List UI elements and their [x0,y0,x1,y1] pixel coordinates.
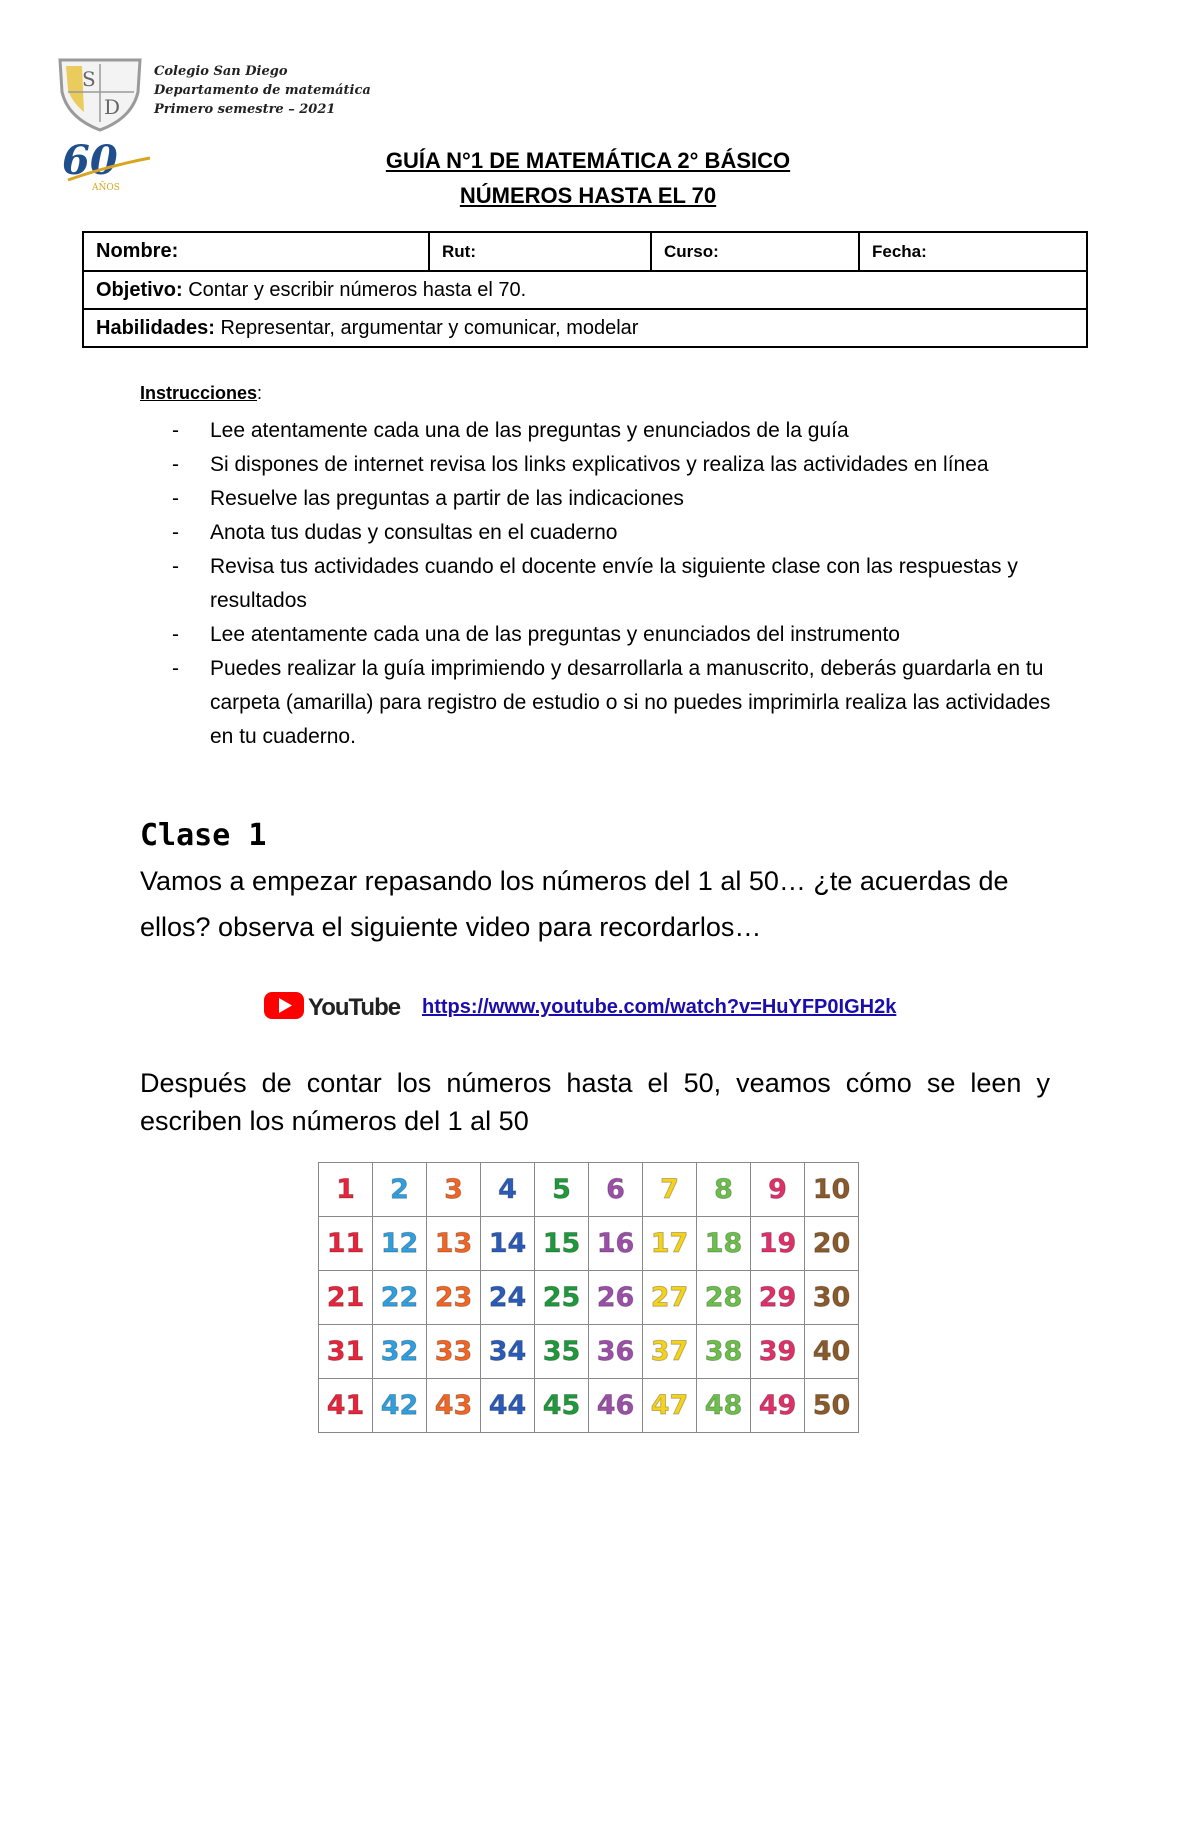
number-cell: 18 [697,1217,751,1271]
number-cell: 49 [751,1379,805,1433]
number-cell: 12 [373,1217,427,1271]
number-cell: 22 [373,1271,427,1325]
number-cell: 10 [805,1163,859,1217]
number-grid-row [319,1163,859,1217]
objetivo-label: Objetivo: [96,278,183,301]
curso-field[interactable] [651,232,859,271]
number-grid-row [319,1271,859,1325]
number-cell: 14 [481,1217,535,1271]
fecha-field[interactable] [859,232,1087,271]
habilidades-label: Habilidades: [96,316,215,339]
number-cell: 16 [589,1217,643,1271]
clase-intro: Vamos a empezar repasando los números del 1 al 50… ¿te acuerdas de ellos? observa el siguiente video para recordarlos… [140,866,1009,942]
clase-heading: Clase 1 [140,818,267,853]
number-grid-row [319,1217,859,1271]
number-cell: 21 [319,1271,373,1325]
number-cell: 27 [643,1271,697,1325]
number-cell: 7 [643,1163,697,1217]
number-cell: 43 [427,1379,481,1433]
number-cell: 45 [535,1379,589,1433]
number-cell: 19 [751,1217,805,1271]
number-cell: 42 [373,1379,427,1433]
number-grid-1-50 [318,1162,859,1433]
number-cell: 37 [643,1325,697,1379]
instructions-list [172,414,1052,754]
number-cell: 47 [643,1379,697,1433]
page-title [0,143,1176,213]
rut-label: Rut: [442,242,476,261]
list-item: - Resuelve las preguntas a partir de las indicaciones [172,482,1052,516]
anniversary-number: 60 [62,137,118,184]
student-info-table [82,231,1088,348]
youtube-wordmark: YouTube [308,994,401,1021]
number-cell: 4 [481,1163,535,1217]
list-item: - Anota tus dudas y consultas en el cuaderno [172,516,1052,550]
number-cell: 24 [481,1271,535,1325]
number-cell: 34 [481,1325,535,1379]
instructions-heading-text: Instrucciones [140,383,258,403]
number-cell: 32 [373,1325,427,1379]
number-cell: 1 [319,1163,373,1217]
number-cell: 39 [751,1325,805,1379]
department-name: Departamento de matemática [154,83,371,98]
number-cell: 5 [535,1163,589,1217]
number-cell: 40 [805,1325,859,1379]
list-item: - Lee atentamente cada una de las preguntas y enunciados de la guía [172,414,1052,448]
school-name: Colegio San Diego [154,64,288,79]
list-item: - Puedes realizar la guía imprimiendo y desarrollarla a manuscrito, deberás guardarla en tu carpeta (amarilla) para registro de estudio o si no puedes imprimirla realiza las actividades en tu cuaderno. [172,652,1052,754]
curso-label: Curso: [664,242,719,261]
number-cell: 35 [535,1325,589,1379]
number-cell: 31 [319,1325,373,1379]
rut-field[interactable] [429,232,651,271]
number-cell: 28 [697,1271,751,1325]
anniversary-word: AÑOS [92,183,120,192]
youtube-video-link[interactable]: https://www.youtube.com/watch?v=HuYFP0IGH2k [422,996,897,1018]
title-line-1: GUÍA N°1 DE MATEMÁTICA 2° BÁSICO [385,148,791,173]
number-cell: 17 [643,1217,697,1271]
list-item: - Si dispones de internet revisa los links explicativos y realiza las actividades en línea [172,448,1052,482]
fecha-label: Fecha: [872,242,927,261]
number-cell: 15 [535,1217,589,1271]
number-cell: 33 [427,1325,481,1379]
number-cell: 3 [427,1163,481,1217]
habilidades-text: Representar, argumentar y comunicar, modelar [214,316,639,339]
number-cell: 8 [697,1163,751,1217]
logo-initial-s: S [82,67,96,91]
number-cell: 6 [589,1163,643,1217]
number-cell: 23 [427,1271,481,1325]
logo-initial-d: D [104,95,121,119]
number-cell: 44 [481,1379,535,1433]
number-cell: 11 [319,1217,373,1271]
youtube-logo-icon [264,988,412,1022]
number-grid-row [319,1325,859,1379]
number-cell: 50 [805,1379,859,1433]
number-cell: 36 [589,1325,643,1379]
list-item: - Lee atentamente cada una de las preguntas y enunciados del instrumento [172,618,1052,652]
semester-label: Primero semestre – 2021 [154,102,336,117]
instructions-heading [140,383,262,404]
number-cell: 20 [805,1217,859,1271]
school-shield-logo [52,52,148,132]
number-cell: 2 [373,1163,427,1217]
number-cell: 26 [589,1271,643,1325]
clase-paragraph-2: Después de contar los números hasta el 50, veamos cómo se leen y escriben los números del 1 al 50 [140,1068,1050,1136]
school-info [154,62,371,119]
list-item: - Revisa tus actividades cuando el docente envíe la siguiente clase con las respuestas y resultados [172,550,1052,618]
number-cell: 13 [427,1217,481,1271]
number-cell: 41 [319,1379,373,1433]
instructions-heading-colon: : [257,383,263,403]
number-cell: 46 [589,1379,643,1433]
number-cell: 29 [751,1271,805,1325]
nombre-label: Nombre: [96,240,179,262]
title-line-2: NÚMEROS HASTA EL 70 [459,183,717,208]
objetivo-text: Contar y escribir números hasta el 70. [182,278,527,301]
number-cell: 9 [751,1163,805,1217]
number-grid-row [319,1379,859,1433]
habilidades-row [83,309,1087,347]
nombre-field[interactable] [83,232,429,271]
number-cell: 25 [535,1271,589,1325]
number-cell: 48 [697,1379,751,1433]
number-cell: 30 [805,1271,859,1325]
number-cell: 38 [697,1325,751,1379]
objetivo-row [83,271,1087,309]
